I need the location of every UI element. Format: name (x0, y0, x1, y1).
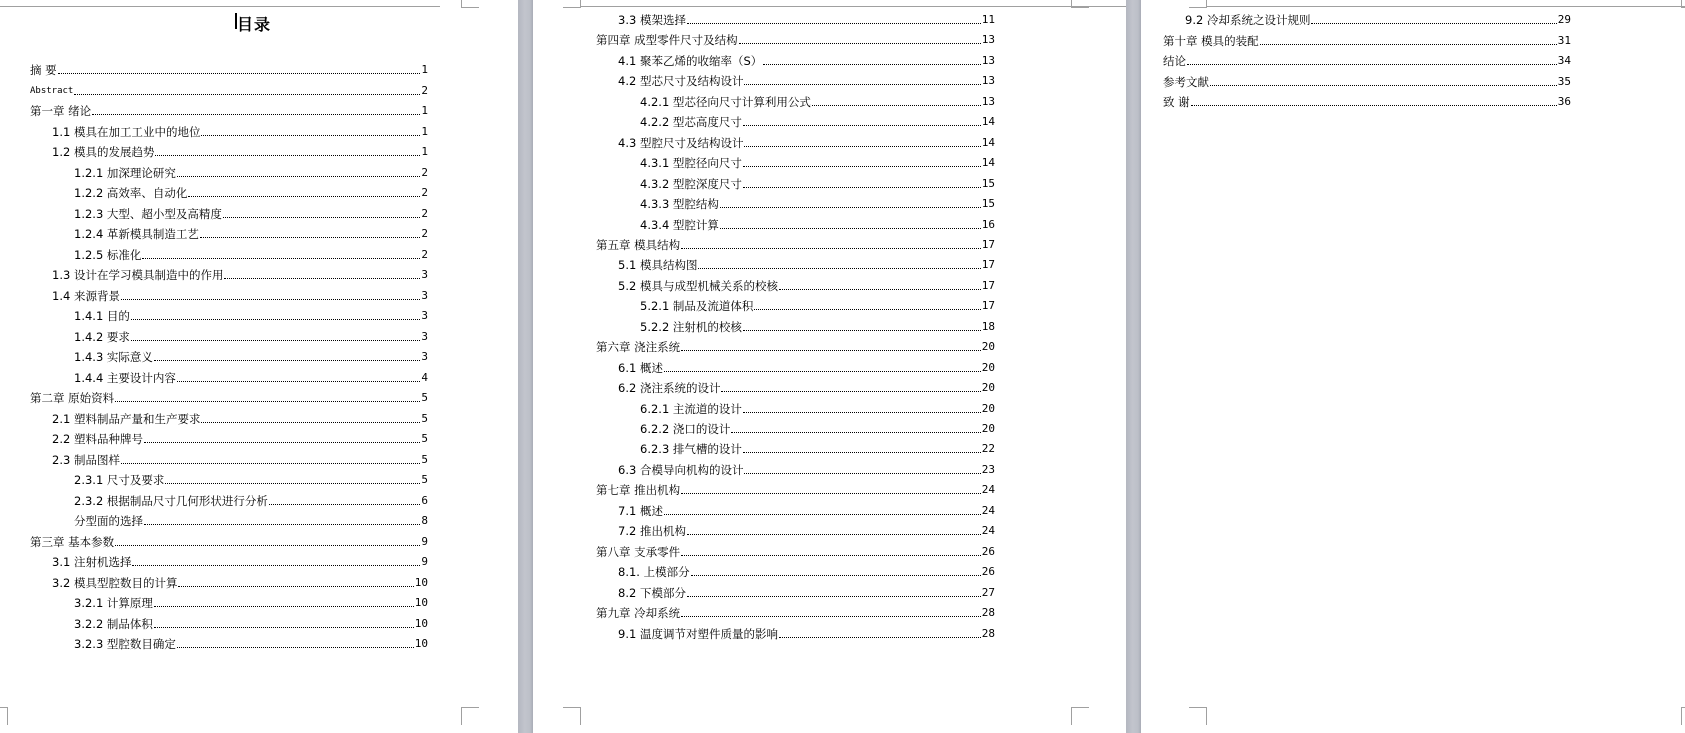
dot-leader (131, 319, 420, 320)
dot-leader (121, 463, 420, 464)
toc-entry-page-number: 5 (421, 432, 428, 445)
dot-leader (177, 647, 414, 648)
toc-entry-label: 8.1. 上模部分 (618, 565, 690, 580)
toc-entry[interactable] (74, 205, 428, 221)
dot-leader (1311, 23, 1556, 24)
toc-entry-label: 1.4.1 目的 (74, 309, 130, 323)
dot-leader (687, 23, 981, 24)
dot-leader (1260, 44, 1557, 45)
toc-entry-page-number: 28 (981, 606, 995, 620)
toc-entry-page-number: 24 (981, 524, 995, 538)
toc-entry-page-number: 22 (981, 442, 995, 456)
crop-mark-bottom-right (1071, 707, 1089, 725)
toc-entry-page-number: 20 (981, 401, 995, 415)
toc-entry-page-number: 26 (981, 544, 995, 558)
toc-entry-page-number: 17 (981, 237, 995, 251)
page-top-margin-line (581, 6, 1126, 7)
toc-entry-label: 5.2.1 制品及流道体积 (640, 299, 754, 314)
toc-entry-label: 第四章 成型零件尺寸及结构 (596, 33, 738, 48)
toc-entry-page-number: 14 (981, 135, 995, 149)
document-page-3[interactable] (1141, 0, 1685, 733)
toc-entry-label: 参考文献 (1163, 74, 1209, 89)
dot-leader (720, 207, 981, 208)
toc-entry-label: 1.2.4 革新模具制造工艺 (74, 227, 199, 241)
toc-entry[interactable] (618, 359, 995, 375)
toc-entry-page-number: 10 (414, 596, 428, 609)
toc-entry[interactable] (618, 522, 995, 538)
toc-entry-label: 2.3.2 根据制品尺寸几何形状进行分析 (74, 493, 268, 508)
dot-leader (142, 258, 420, 259)
toc-entry-page-number: 35 (1557, 74, 1571, 88)
toc-entry[interactable] (640, 420, 995, 436)
dot-leader (681, 493, 981, 494)
toc-entry-page-number: 36 (1557, 95, 1571, 108)
toc-entry-page-number: 10 (414, 575, 428, 589)
toc-entry[interactable] (640, 113, 995, 129)
toc-entry[interactable] (74, 246, 428, 262)
toc-entry-label: 1.4 来源背景 (52, 288, 120, 303)
toc-entry-page-number: 15 (981, 197, 995, 211)
dot-leader (763, 64, 981, 65)
toc-entry-label: 1.3 设计在学习模具制造中的作用 (52, 268, 224, 282)
dot-leader (200, 237, 420, 238)
crop-mark-top-right (461, 0, 479, 8)
dot-leader (154, 360, 420, 361)
toc-entry-label: 6.3 合模导向机构的设计 (618, 462, 744, 477)
toc-entry-label: 2.3.1 尺寸及要求 (74, 473, 165, 487)
dot-leader (698, 268, 980, 269)
document-page-2[interactable] (533, 0, 1126, 733)
page-separator (518, 0, 533, 733)
toc-entry[interactable] (74, 594, 428, 610)
toc-entry-label: 摘 要 (30, 63, 57, 77)
toc-entry-page-number: 23 (981, 462, 995, 476)
toc-entry-page-number: 20 (981, 422, 995, 435)
toc-entry-label: 第八章 支承零件 (596, 544, 681, 559)
toc-entry[interactable] (74, 328, 428, 344)
toc-entry-page-number: 2 (421, 165, 428, 179)
dot-leader (144, 524, 420, 525)
dot-leader (74, 94, 420, 95)
toc-entry-label: 3.2.1 计算原理 (74, 596, 153, 610)
toc-entry[interactable] (74, 635, 428, 651)
toc-entry-label: 6.2 浇注系统的设计 (618, 381, 721, 396)
page-top-margin-line (0, 6, 440, 7)
dot-leader (779, 289, 981, 290)
toc-entry-page-number: 2 (421, 83, 428, 97)
toc-entry-label: 3.1 注射机选择 (52, 555, 132, 569)
toc-entry-page-number: 3 (421, 329, 428, 343)
toc-entry[interactable] (74, 512, 428, 528)
toc-entry-label: 3.3 模架选择 (618, 13, 686, 27)
toc-entry-page-number: 5 (421, 452, 428, 466)
crop-mark-bottom-right (461, 707, 479, 725)
toc-entry-page-number: 3 (421, 309, 428, 322)
toc-entry[interactable] (30, 533, 428, 549)
toc-entry-label: 1.4.3 实际意义 (74, 350, 153, 364)
toc-entry[interactable] (618, 256, 995, 272)
toc-entry-page-number: 3 (421, 288, 428, 302)
toc-entry[interactable] (618, 379, 995, 395)
toc-entry-page-number: 1 (421, 145, 428, 158)
dot-leader (664, 514, 981, 515)
toc-entry-page-number: 20 (981, 360, 995, 374)
toc-entry-label: 第七章 推出机构 (596, 483, 681, 498)
toc-entry[interactable] (618, 134, 995, 150)
dot-leader (687, 596, 981, 597)
toc-entry-page-number: 6 (421, 493, 428, 507)
dot-leader (223, 217, 420, 218)
toc-entry[interactable] (1163, 73, 1571, 89)
toc-entry-page-number: 29 (1557, 13, 1571, 26)
dot-leader (121, 299, 420, 300)
toc-entry[interactable] (52, 451, 428, 467)
crop-mark-bottom-left (563, 707, 581, 725)
toc-entry-label: 9.2 冷却系统之设计规则 (1185, 13, 1311, 27)
toc-entry-label: 2.2 塑料品种牌号 (52, 432, 143, 446)
toc-entry[interactable] (74, 164, 428, 180)
toc-entry-label: 1.1 模具在加工工业中的地位 (52, 124, 201, 139)
toc-entry-page-number: 3 (421, 268, 428, 281)
toc-entry[interactable] (640, 440, 995, 456)
toc-entry-label: 第五章 模具结构 (596, 237, 681, 252)
toc-entry-label: 5.2.2 注射机的校核 (640, 319, 742, 334)
toc-entry-page-number: 20 (981, 340, 995, 354)
dot-leader (1191, 105, 1557, 106)
toc-entry-label: 5.2 模具与成型机械关系的校核 (618, 278, 778, 293)
toc-entry-label: 9.1 温度调节对塑件质量的影响 (618, 626, 778, 641)
toc-entry-page-number: 27 (981, 585, 995, 599)
toc-entry-page-number: 4 (421, 370, 428, 384)
dot-leader (812, 105, 981, 106)
toc-entry[interactable] (30, 82, 428, 98)
dot-leader (92, 114, 420, 115)
dot-leader (155, 155, 420, 156)
toc-entry[interactable] (618, 563, 995, 579)
toc-entry-page-number: 5 (421, 473, 428, 486)
dot-leader (177, 381, 420, 382)
crop-mark-top-right (1681, 0, 1685, 8)
toc-entry-label: 1.2 模具的发展趋势 (52, 145, 155, 159)
toc-entry[interactable] (74, 225, 428, 241)
toc-entry-page-number: 15 (981, 176, 995, 190)
dot-leader (743, 125, 981, 126)
toc-entry[interactable] (30, 389, 428, 405)
dot-leader (691, 575, 981, 576)
toc-entry[interactable] (74, 615, 428, 631)
toc-entry[interactable] (52, 553, 428, 569)
toc-entry-page-number: 31 (1557, 33, 1571, 47)
toc-entry[interactable] (1163, 52, 1571, 68)
toc-entry-label: Abstract (30, 85, 74, 96)
toc-entry-page-number: 14 (981, 156, 995, 170)
toc-entry[interactable] (74, 492, 428, 508)
toc-entry-page-number: 3 (421, 350, 428, 363)
toc-entry[interactable] (618, 52, 995, 68)
toc-entry-page-number: 17 (981, 278, 995, 292)
toc-entry[interactable] (52, 123, 428, 139)
toc-entry-label: 1.2.2 高效率、自动化 (74, 186, 188, 200)
toc-entry-page-number: 14 (981, 115, 995, 129)
toc-entry-label: 4.3.3 型腔结构 (640, 197, 719, 212)
toc-entry-label: 结论 (1163, 54, 1186, 68)
toc-entry[interactable] (52, 266, 428, 282)
toc-entry[interactable] (74, 471, 428, 487)
toc-entry-label: 6.2.2 浇口的设计 (640, 422, 731, 436)
crop-mark-bottom-left (0, 707, 8, 725)
toc-entry-label: 4.2 型芯尺寸及结构设计 (618, 74, 744, 89)
toc-entry[interactable] (618, 502, 995, 518)
toc-entry-page-number: 17 (981, 299, 995, 313)
dot-leader (178, 586, 413, 587)
toc-entry[interactable] (618, 277, 995, 293)
dot-leader (115, 401, 420, 402)
toc-entry-page-number: 1 (421, 124, 428, 138)
toc-entry-label: 1.2.3 大型、超小型及高精度 (74, 206, 222, 221)
dot-leader (1187, 64, 1557, 65)
toc-entry[interactable] (618, 584, 995, 600)
toc-entry-label: 第九章 冷却系统 (596, 606, 681, 621)
toc-entry-page-number: 24 (981, 503, 995, 517)
dot-leader (201, 422, 420, 423)
toc-entry-label: 6.2.1 主流道的设计 (640, 401, 742, 416)
toc-entry-label: 5.1 模具结构图 (618, 258, 698, 273)
toc-entry-page-number: 18 (981, 319, 995, 333)
dot-leader (269, 504, 420, 505)
toc-entry-label: 第三章 基本参数 (30, 534, 115, 549)
toc-entry-label: 2.3 制品图样 (52, 452, 120, 467)
dot-leader (743, 452, 981, 453)
toc-entry[interactable] (52, 287, 428, 303)
toc-entry[interactable] (1163, 32, 1571, 48)
dot-leader (664, 371, 981, 372)
crop-mark-bottom-left (1189, 707, 1207, 725)
toc-entry[interactable] (74, 307, 428, 323)
dot-leader (743, 330, 981, 331)
dot-leader (720, 228, 981, 229)
dot-leader (58, 73, 421, 74)
toc-entry[interactable] (52, 574, 428, 590)
crop-mark-top-right (1071, 0, 1089, 8)
toc-entry[interactable] (640, 318, 995, 334)
toc-entry-label: 第十章 模具的装配 (1163, 33, 1259, 48)
toc-entry[interactable] (596, 31, 995, 47)
toc-entry-page-number: 2 (421, 227, 428, 240)
dot-leader (739, 43, 981, 44)
toc-entry-label: 4.2.2 型芯高度尺寸 (640, 115, 742, 130)
toc-entry[interactable] (618, 461, 995, 477)
toc-entry[interactable] (618, 11, 995, 27)
dot-leader (177, 176, 420, 177)
toc-entry-page-number: 5 (421, 391, 428, 404)
dot-leader (165, 483, 420, 484)
toc-entry[interactable] (30, 102, 428, 118)
dot-leader (754, 309, 980, 310)
toc-entry-page-number: 10 (414, 637, 428, 650)
toc-entry[interactable] (640, 154, 995, 170)
dot-leader (731, 432, 980, 433)
toc-title: 目录 (237, 15, 272, 34)
toc-entry[interactable] (74, 369, 428, 385)
toc-entry[interactable] (1185, 11, 1571, 27)
dot-leader (681, 248, 981, 249)
toc-entry-page-number: 13 (981, 53, 995, 67)
toc-entry-label: 第一章 绪论 (30, 104, 92, 118)
toc-entry-page-number: 13 (981, 94, 995, 108)
dot-leader (1210, 85, 1557, 86)
dot-leader (721, 391, 980, 392)
toc-entry-page-number: 17 (981, 258, 995, 272)
dot-leader (779, 637, 981, 638)
dot-leader (154, 606, 414, 607)
toc-entry-label: 8.2 下模部分 (618, 585, 686, 600)
toc-entry-label: 分型面的选择 (74, 514, 143, 528)
dot-leader (681, 350, 981, 351)
toc-entry-label: 7.1 概述 (618, 503, 663, 518)
toc-entry-label: 1.2.1 加深理论研究 (74, 165, 176, 180)
toc-entry-page-number: 24 (981, 483, 995, 497)
toc-entry-page-number: 13 (981, 33, 995, 47)
toc-entry-page-number: 1 (421, 104, 428, 117)
dot-leader (201, 135, 420, 136)
toc-entry-page-number: 2 (421, 247, 428, 261)
toc-entry-page-number: 9 (421, 555, 428, 568)
toc-entry[interactable] (640, 175, 995, 191)
toc-entry-page-number: 2 (421, 186, 428, 199)
toc-entry-label: 4.3.4 型腔计算 (640, 217, 719, 232)
dot-leader (115, 545, 420, 546)
toc-entry[interactable] (52, 410, 428, 426)
toc-entry[interactable] (640, 216, 995, 232)
toc-entry-label: 3.2.2 制品体积 (74, 616, 153, 631)
toc-entry-page-number: 10 (414, 616, 428, 630)
dot-leader (744, 84, 980, 85)
toc-entry-page-number: 11 (981, 13, 995, 26)
dot-leader (224, 278, 420, 279)
toc-entry[interactable] (640, 195, 995, 211)
toc-entry[interactable] (596, 236, 995, 252)
toc-entry-label: 致 谢 (1163, 95, 1190, 109)
toc-entry[interactable] (52, 143, 428, 159)
toc-entry-label: 7.2 推出机构 (618, 524, 686, 539)
toc-entry[interactable] (640, 93, 995, 109)
toc-entry[interactable] (1163, 93, 1571, 109)
toc-entry[interactable] (52, 430, 428, 446)
toc-entry[interactable] (74, 184, 428, 200)
dot-leader (743, 412, 981, 413)
toc-entry[interactable] (618, 72, 995, 88)
toc-entry[interactable] (596, 604, 995, 620)
crop-mark-top-left (563, 0, 581, 8)
dot-leader (681, 616, 981, 617)
crop-mark-bottom-right (1681, 707, 1685, 725)
dot-leader (681, 555, 981, 556)
dot-leader (154, 627, 414, 628)
toc-entry[interactable] (596, 543, 995, 559)
toc-entry-label: 4.3 型腔尺寸及结构设计 (618, 135, 744, 150)
page-top-margin-line (1207, 6, 1685, 7)
toc-entry-label: 3.2 模具型腔数目的计算 (52, 575, 178, 590)
toc-entry-page-number: 26 (981, 565, 995, 579)
toc-entry-page-number: 20 (981, 381, 995, 395)
page-separator (1126, 0, 1141, 733)
toc-entry-label: 1.4.2 要求 (74, 329, 130, 344)
toc-entry-page-number: 5 (421, 411, 428, 425)
toc-entry-label: 第二章 原始资料 (30, 391, 115, 405)
toc-entry-page-number: 34 (1557, 54, 1571, 67)
dot-leader (744, 146, 980, 147)
toc-entry[interactable] (640, 400, 995, 416)
crop-mark-top-left (1189, 0, 1207, 8)
dot-leader (743, 166, 981, 167)
toc-entry-page-number: 13 (981, 74, 995, 88)
toc-entry-page-number: 16 (981, 217, 995, 231)
toc-entry-label: 2.1 塑料制品产量和生产要求 (52, 411, 201, 426)
toc-entry-label: 6.2.3 排气槽的设计 (640, 442, 742, 457)
toc-entry[interactable] (596, 338, 995, 354)
toc-entry[interactable] (30, 61, 428, 77)
dot-leader (144, 442, 420, 443)
toc-entry-label: 1.2.5 标准化 (74, 247, 142, 262)
toc-entry-label: 4.2.1 型芯径向尺寸计算利用公式 (640, 94, 811, 109)
toc-entry[interactable] (640, 297, 995, 313)
toc-entry-page-number: 8 (421, 514, 428, 527)
dot-leader (743, 187, 981, 188)
toc-entry-label: 1.4.4 主要设计内容 (74, 370, 176, 385)
dot-leader (687, 534, 981, 535)
dot-leader (188, 196, 420, 197)
dot-leader (744, 473, 980, 474)
dot-leader (131, 340, 420, 341)
toc-entry-label: 6.1 概述 (618, 360, 663, 375)
toc-entry[interactable] (618, 625, 995, 641)
toc-entry-label: 4.3.1 型腔径向尺寸 (640, 156, 742, 171)
toc-entry-page-number: 28 (981, 626, 995, 640)
toc-entry-label: 4.3.2 型腔深度尺寸 (640, 176, 742, 191)
toc-entry-label: 4.1 聚苯乙烯的收缩率（S） (618, 53, 763, 68)
toc-entry[interactable] (74, 348, 428, 364)
toc-entry-page-number: 9 (421, 534, 428, 548)
toc-entry-label: 第六章 浇注系统 (596, 340, 681, 355)
toc-entry-label: 3.2.3 型腔数目确定 (74, 637, 176, 651)
toc-entry-page-number: 1 (421, 63, 428, 76)
document-page-1[interactable] (0, 0, 518, 733)
toc-entry[interactable] (596, 481, 995, 497)
toc-entry-page-number: 2 (421, 206, 428, 220)
dot-leader (132, 565, 420, 566)
